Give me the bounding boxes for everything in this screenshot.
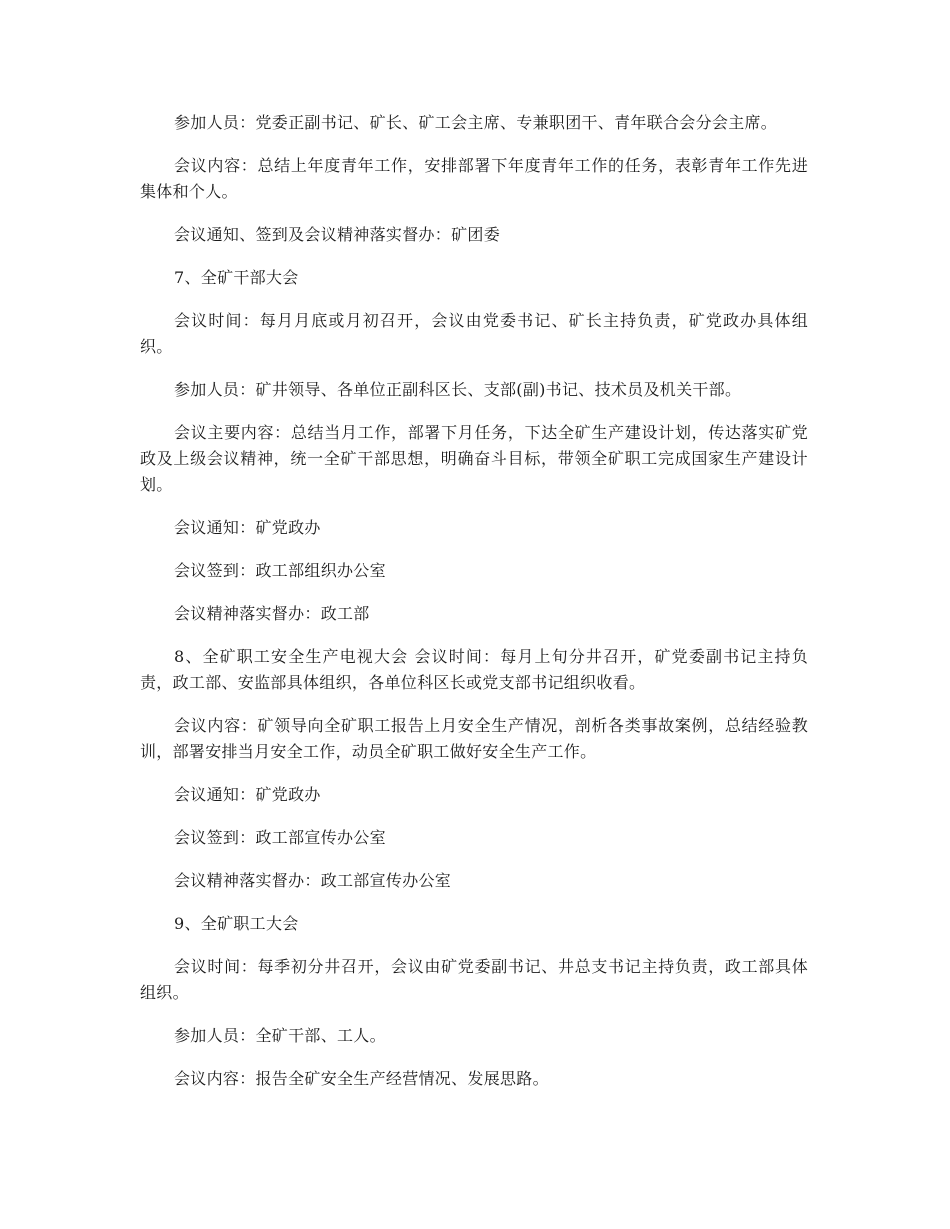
paragraph-supervision-safety: 会议精神落实督办：政工部宣传办公室 <box>174 871 452 890</box>
section-heading-9: 9、全矿职工大会 <box>174 914 299 933</box>
paragraph-content-staff: 会议内容：报告全矿安全生产经营情况、发展思路。 <box>174 1069 549 1088</box>
document-body <box>140 110 808 1109</box>
paragraph-time-cadre: 会议时间：每月月底或月初召开，会议由党委书记、矿长主持负责，矿党政办具体组织。 <box>140 311 808 356</box>
section-heading-7: 7、全矿干部大会 <box>174 268 299 287</box>
section-heading-8: 8、全矿职工安全生产电视大会 会议时间：每月上旬分井召开，矿党委副书记主持负责，政工部、安监部具体组织，各单位科区长或党支部书记组织收看。 <box>140 647 808 692</box>
paragraph-content-youth: 会议内容：总结上年度青年工作，安排部署下年度青年工作的任务，表彰青年工作先进集体和个人。 <box>140 156 808 201</box>
paragraph-signin-cadre: 会议签到：政工部组织办公室 <box>174 561 386 580</box>
paragraph-notice-safety: 会议通知：矿党政办 <box>174 785 321 804</box>
paragraph-time-staff: 会议时间：每季初分井召开，会议由矿党委副书记、井总支书记主持负责，政工部具体组织。 <box>140 957 808 1002</box>
paragraph-supervision-cadre: 会议精神落实督办：政工部 <box>174 604 370 623</box>
paragraph-content-safety: 会议内容：矿领导向全矿职工报告上月安全生产情况，剖析各类事故案例，总结经验教训，部署安排当月安全工作，动员全矿职工做好安全生产工作。 <box>140 716 808 761</box>
paragraph-attendees-cadre: 参加人员：矿井领导、各单位正副科区长、支部(副)书记、技术员及机关干部。 <box>174 380 742 399</box>
paragraph-signin-safety: 会议签到：政工部宣传办公室 <box>174 828 386 847</box>
paragraph-attendees-youth: 参加人员：党委正副书记、矿长、矿工会主席、专兼职团干、青年联合会分会主席。 <box>174 113 778 132</box>
paragraph-attendees-staff: 参加人员：全矿干部、工人。 <box>174 1026 386 1045</box>
paragraph-notice-cadre: 会议通知：矿党政办 <box>174 518 321 537</box>
paragraph-content-cadre: 会议主要内容：总结当月工作，部署下月任务，下达全矿生产建设计划，传达落实矿党政及上级会议精神，统一全矿干部思想，明确奋斗目标，带领全矿职工完成国家生产建设计划。 <box>140 423 808 494</box>
paragraph-notice-youth: 会议通知、签到及会议精神落实督办：矿团委 <box>174 225 501 244</box>
